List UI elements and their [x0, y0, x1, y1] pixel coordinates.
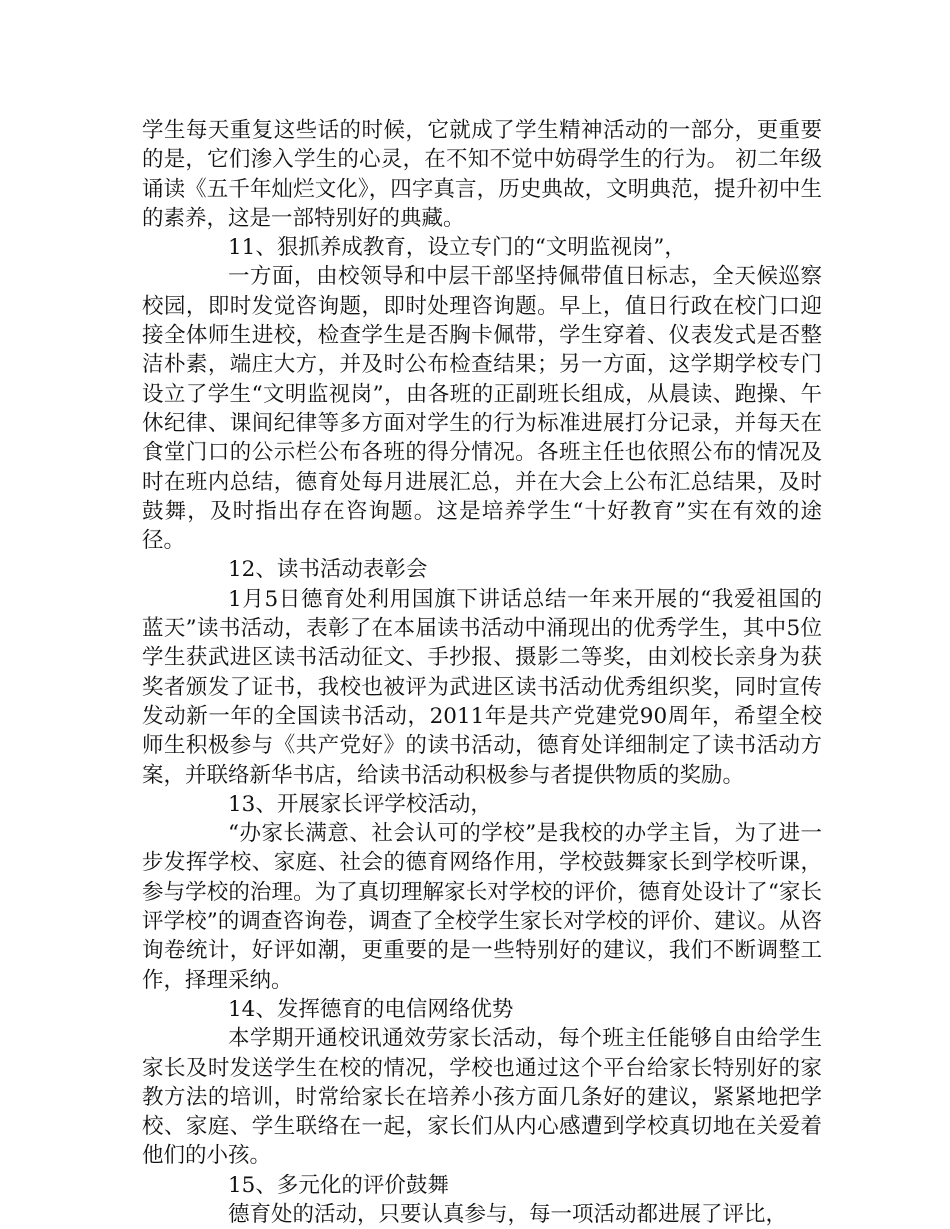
paragraph-continuation: 学生每天重复这些话的时候，它就成了学生精神活动的一部分，更重要的是，它们渗入学生的心灵，在不知不觉中妨碍学生的行为。 初二年级诵读《五千年灿烂文化》，四字真言，历史典故，文明典范，提升初中生的素养，这是一部特别好的典藏。 [142, 118, 822, 231]
section-heading-13: 13、开展家长评学校活动， [228, 791, 492, 817]
paragraph-13-body: “办家长满意、社会认可的学校”是我校的办学主旨，为了进一步发挥学校、家庭、社会的德育网络作用，学校鼓舞家长到学校听课，参与学校的治理。为了真切理解家长对学校的评价，德育处设计了“家长评学校”的调查咨询卷，调查了全校学生家长对学校的评价、建议。从咨询卷统计，好评如潮，更重要的是一些特别好的建议，我们不断调整工作，择理采纳。 [142, 821, 822, 993]
paragraph-15-body: 德育处的活动，只要认真参与，每一项活动都进展了评比， [228, 1201, 788, 1227]
paragraph-14-body: 本学期开通校讯通效劳家长活动，每个班主任能够自由给学生家长及时发送学生在校的情况，学校也通过这个平台给家长特别好的家教方法的培训，时常给家长在培养小孩方面几条好的建议，紧紧地把学校、家庭、学生联络在一起，家长们从内心感遭到学校真切地在关爱着他们的小孩。 [142, 1026, 822, 1169]
section-heading-12: 12、读书活动表彰会 [228, 557, 428, 583]
section-heading-15: 15、多元化的评价鼓舞 [228, 1172, 449, 1198]
paragraph-12-body: 1月5日德育处利用国旗下讲话总结一年来开展的“我爱祖国的蓝天”读书活动，表彰了在本届读书活动中涌现出的优秀学生，其中5位学生获武进区读书活动征文、手抄报、摄影二等奖，由刘校长亲身为获奖者颁发了证书，我校也被评为武进区读书活动优秀组织奖，同时宣传发动新一年的全国读书活动，2011年是共产党建党90周年，希望全校师生积极参与《共产党好》的读书活动，德育处详细制定了读书活动方案，并联络新华书店，给读书活动积极参与者提供物质的奖励。 [142, 586, 822, 788]
section-heading-11: 11、狠抓养成教育，设立专门的“文明监视岗”， [228, 235, 686, 261]
paragraph-11-body: 一方面，由校领导和中层干部坚持佩带值日标志，全天候巡察校园，即时发觉咨询题，即时处理咨询题。早上，值日行政在校门口迎接全体师生进校，检查学生是否胸卡佩带，学生穿着、仪表发式是否整洁朴素，端庄大方，并及时公布检查结果；另一方面，这学期学校专门设立了学生“文明监视岗”，由各班的正副班长组成，从晨读、跑操、午休纪律、课间纪律等多方面对学生的行为标准进展打分记录，并每天在食堂门口的公示栏公布各班的得分情况。各班主任也依照公布的情况及时在班内总结，德育处每月进展汇总，并在大会上公布汇总结果，及时鼓舞，及时指出存在咨询题。这是培养学生“十好教育”实在有效的途径。 [142, 264, 822, 554]
section-heading-14: 14、发挥德育的电信网络优势 [228, 996, 514, 1022]
document-page [142, 116, 822, 1229]
